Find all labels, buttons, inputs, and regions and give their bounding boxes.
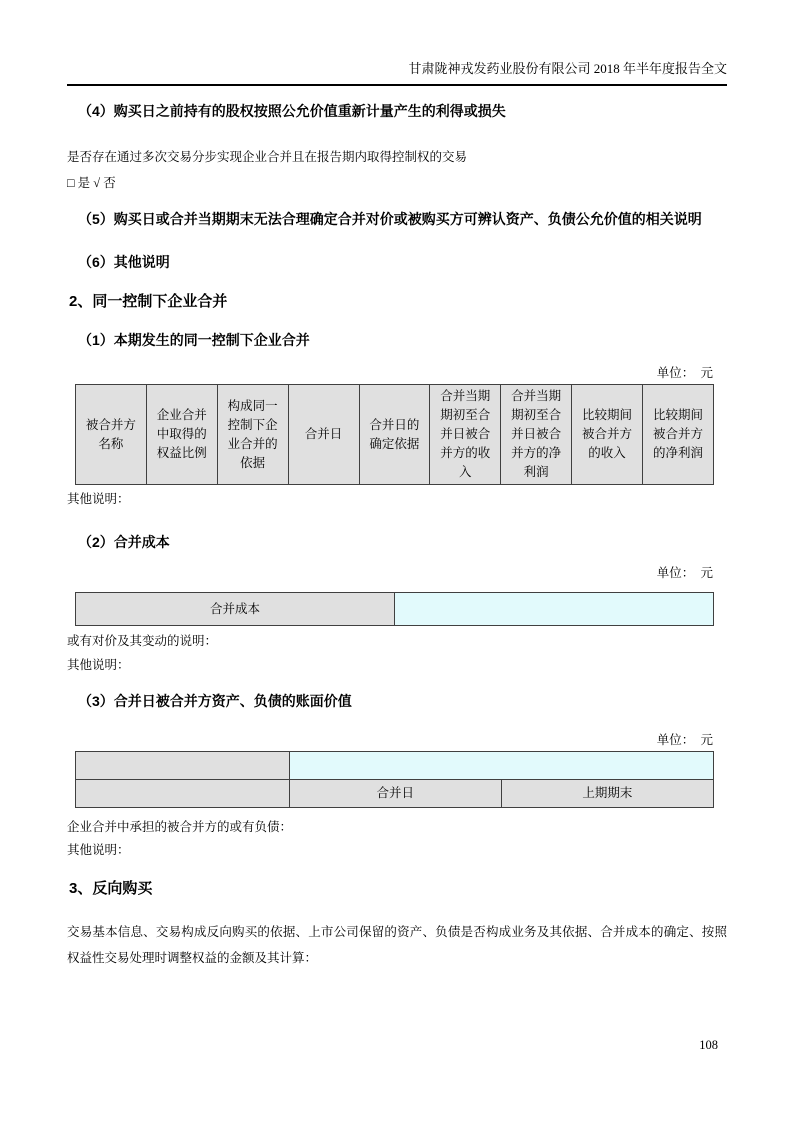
contingent-consideration-note: 或有对价及其变动的说明： bbox=[67, 634, 218, 648]
combination-cost-label-cell: 合并成本 bbox=[76, 593, 395, 626]
contingent-liability-note: 企业合并中承担的被合并方的或有负债： bbox=[67, 820, 293, 834]
unit-label-2: 单位： 元 bbox=[656, 566, 713, 580]
col-comparative-net-profit: 比较期间被合并方的净利润 bbox=[643, 385, 714, 485]
report-title: 甘肃陇神戎发药业股份有限公司 2018 年半年度报告全文 bbox=[408, 61, 727, 76]
other-note-label-1: 其他说明： bbox=[67, 492, 130, 506]
empty-value-cell bbox=[289, 752, 713, 780]
col-prior-period-end-header: 上期期末 bbox=[501, 780, 713, 808]
book-value-table bbox=[75, 751, 714, 808]
other-note-label-3: 其他说明： bbox=[67, 843, 130, 857]
page-number: 108 bbox=[699, 1038, 718, 1052]
empty-label-cell bbox=[76, 780, 290, 808]
col-merge-date-basis: 合并日的确定依据 bbox=[359, 385, 430, 485]
page-header bbox=[67, 58, 727, 86]
col-merge-date-header: 合并日 bbox=[289, 780, 501, 808]
unit-label-3: 单位： 元 bbox=[656, 733, 713, 747]
heading-section-4: （4）购买日之前持有的股权按照公允价值重新计量产生的利得或损失 bbox=[78, 103, 506, 119]
page-content bbox=[67, 102, 727, 971]
heading-section-5: （5）购买日或合并当期期末无法合理确定合并对价或被购买方可辨认资产、负债公允价值的相关说明 bbox=[78, 211, 702, 227]
combination-cost-value-cell bbox=[395, 593, 714, 626]
col-same-control-basis: 构成同一控制下企业合并的依据 bbox=[217, 385, 288, 485]
same-control-combination-table bbox=[75, 384, 714, 485]
heading-section-2: 2、同一控制下企业合并 bbox=[69, 293, 228, 310]
yes-no-checkbox-line: □ 是 √ 否 bbox=[67, 176, 116, 190]
col-comparative-income: 比较期间被合并方的收入 bbox=[572, 385, 643, 485]
col-net-profit-to-merge-date: 合并当期期初至合并日被合并方的净利润 bbox=[501, 385, 572, 485]
heading-section-2-3: （3）合并日被合并方资产、负债的账面价值 bbox=[78, 693, 352, 709]
unit-label-1: 单位： 元 bbox=[656, 366, 713, 380]
heading-section-6: （6）其他说明 bbox=[78, 254, 170, 270]
combination-cost-table bbox=[75, 592, 714, 626]
col-merge-date: 合并日 bbox=[288, 385, 359, 485]
empty-header-cell bbox=[76, 752, 290, 780]
multi-step-transaction-question: 是否存在通过多次交易分步实现企业合并且在报告期内取得控制权的交易 bbox=[67, 150, 468, 164]
table-row bbox=[76, 752, 714, 780]
table-row bbox=[76, 593, 714, 626]
heading-section-3: 3、反向购买 bbox=[69, 880, 153, 897]
col-income-to-merge-date: 合并当期期初至合并日被合并方的收入 bbox=[430, 385, 501, 485]
table-header-row bbox=[76, 385, 714, 485]
heading-section-2-2: （2）合并成本 bbox=[78, 534, 170, 550]
reverse-purchase-body: 交易基本信息、交易构成反向购买的依据、上市公司保留的资产、负债是否构成业务及其依据、合并成本的确定、按照权益性交易处理时调整权益的金额及其计算： bbox=[67, 925, 727, 965]
table-row bbox=[76, 780, 714, 808]
col-equity-ratio: 企业合并中取得的权益比例 bbox=[146, 385, 217, 485]
heading-section-2-1: （1）本期发生的同一控制下企业合并 bbox=[78, 332, 310, 348]
col-merged-party-name: 被合并方名称 bbox=[76, 385, 147, 485]
other-note-label-2: 其他说明： bbox=[67, 658, 130, 672]
